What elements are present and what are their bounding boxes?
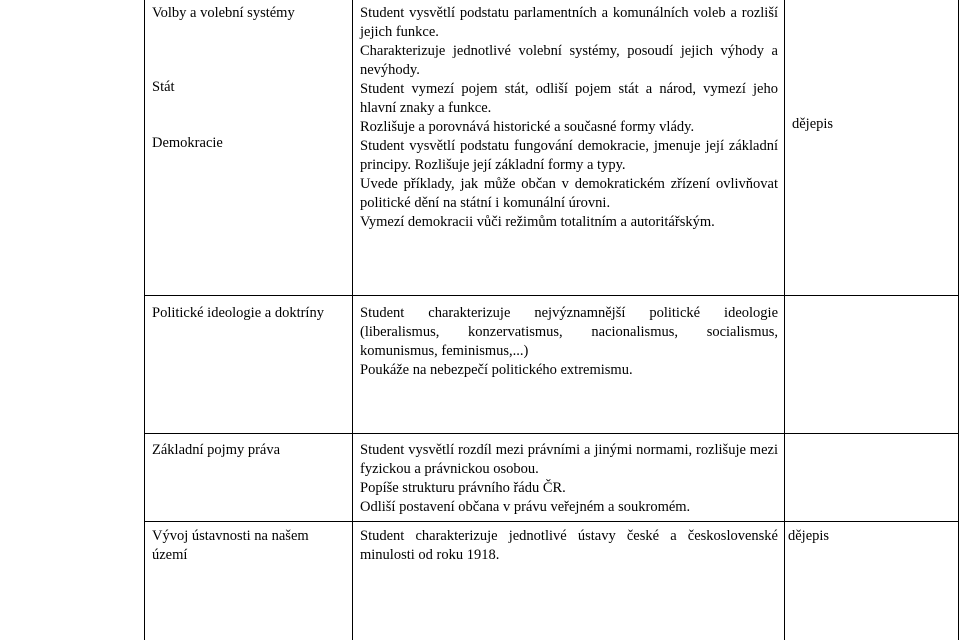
outcomes-cell	[360, 4, 778, 232]
table-border-left	[144, 0, 145, 640]
outcome-text: Vymezí demokracii vůči režimům totalitním a autoritářským.	[360, 214, 715, 230]
outcome-text: Student charakterizuje nejvýznamnější politické ideologie (liberalismus, konzervatismus, nacionalismus, socialismus, komunismus, feminismus,...)	[360, 305, 778, 359]
topic-cell: Stát	[152, 79, 175, 95]
topic-cell: Volby a volební systémy	[152, 5, 295, 21]
row-divider-1	[144, 295, 959, 296]
row-divider-2	[144, 433, 959, 434]
topic-cell: Vývoj ústavnosti na našem území	[152, 528, 309, 563]
cross-subject-link: dějepis	[788, 528, 830, 544]
outcomes-cell	[360, 527, 778, 565]
outcome-text: Student vymezí pojem stát, odliší pojem stát a národ, vymezí jeho hlavní znaky a funkce.	[360, 81, 778, 116]
outcome-text: Student vysvětlí rozdíl mezi právními a jinými normami, rozlišuje mezi fyzickou a právnickou osobou.	[360, 442, 778, 477]
topic-cell: Politické ideologie a doktríny	[152, 305, 324, 321]
table-divider-outcome	[784, 0, 785, 640]
outcome-text: Popíše strukturu právního řádu ČR.	[360, 480, 566, 496]
outcome-text: Student vysvětlí podstatu fungování demokracie, jmenuje její základní principy. Rozlišuje její základní formy a typy.	[360, 138, 778, 173]
outcome-text: Poukáže na nebezpečí politického extremismu.	[360, 362, 633, 378]
topic-cell: Demokracie	[152, 135, 223, 151]
outcome-text: Uvede příklady, jak může občan v demokratickém zřízení ovlivňovat politické dění na státní i komunální úrovni.	[360, 176, 778, 211]
cross-subject-link: dějepis	[792, 116, 834, 132]
row-divider-3	[144, 521, 959, 522]
outcomes-cell	[360, 304, 778, 380]
outcome-text: Student vysvětlí podstatu parlamentních a komunálních voleb a rozliší jejich funkce.	[360, 5, 778, 40]
table-divider-topic	[352, 0, 353, 640]
outcome-text: Charakterizuje jednotlivé volební systémy, posoudí jejich výhody a nevýhody.	[360, 43, 778, 78]
table-border-right	[958, 0, 959, 640]
outcomes-cell	[360, 441, 778, 517]
outcome-text: Odliší postavení občana v právu veřejném a soukromém.	[360, 499, 691, 515]
outcome-text: Rozlišuje a porovnává historické a současné formy vlády.	[360, 119, 695, 135]
topic-cell: Základní pojmy práva	[152, 442, 281, 458]
outcome-text: Student charakterizuje jednotlivé ústavy české a československé minulosti od roku 1918.	[360, 528, 778, 563]
